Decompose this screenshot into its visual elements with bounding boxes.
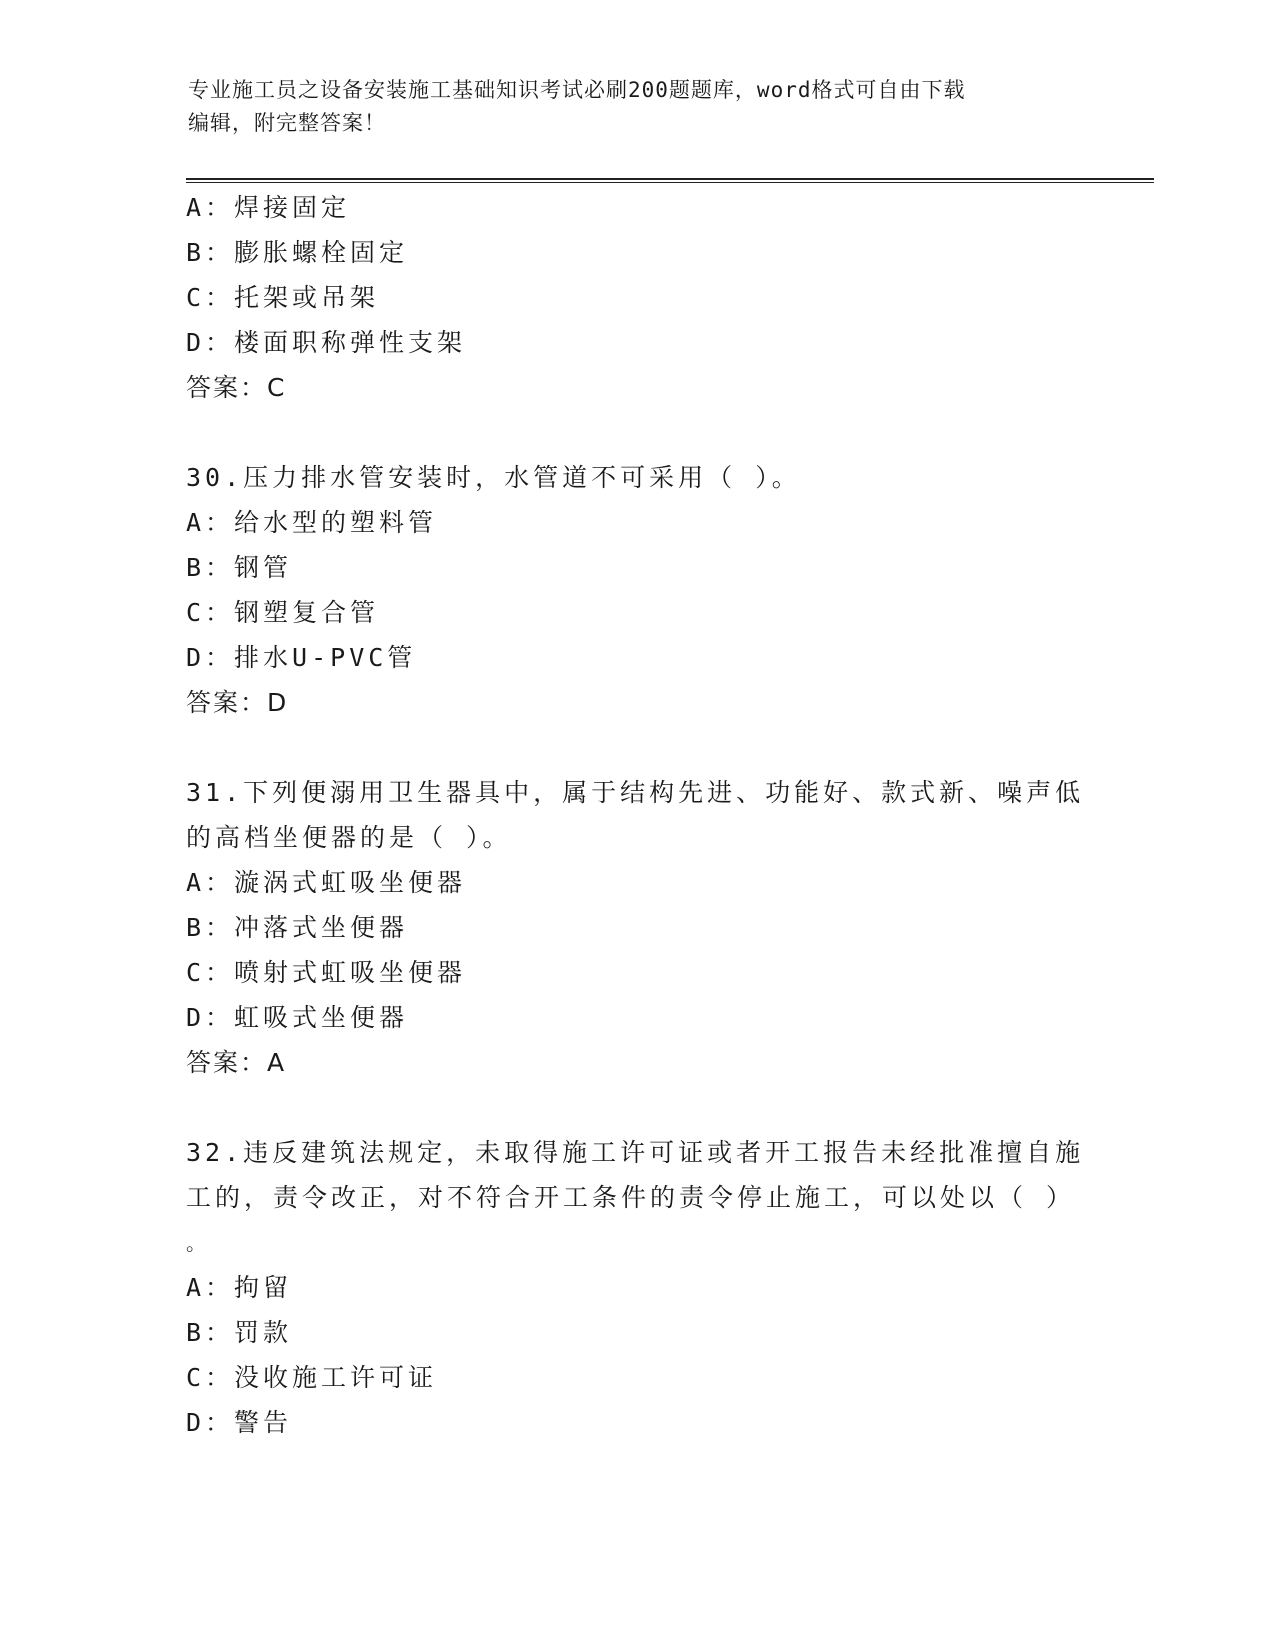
q31-option-a: A：漩涡式虹吸坐便器 bbox=[186, 868, 467, 897]
q31-answer: 答案：A bbox=[186, 1048, 287, 1077]
q32-stem-line-2: 工的，责令改正，对不符合开工条件的责令停止施工，可以处以（ ） bbox=[186, 1183, 1076, 1212]
q29-option-c: C：托架或吊架 bbox=[186, 283, 380, 312]
q32-option-a: A：拘留 bbox=[186, 1273, 293, 1302]
header-title-line-1: 专业施工员之设备安装施工基础知识考试必刷200题题库，word格式可自由下载 bbox=[188, 78, 966, 102]
q29-option-a: A：焊接固定 bbox=[186, 193, 351, 222]
header-title-line-2: 编辑，附完整答案！ bbox=[188, 111, 386, 135]
q32-option-c: C：没收施工许可证 bbox=[186, 1363, 438, 1392]
q30-option-a: A：给水型的塑料管 bbox=[186, 508, 438, 537]
q31-option-b: B：冲落式坐便器 bbox=[186, 913, 409, 942]
q30-option-d: D：排水U-PVC管 bbox=[186, 643, 417, 672]
q30-option-b: B：钢管 bbox=[186, 553, 293, 582]
q31-stem-line-2: 的高档坐便器的是（ ）。 bbox=[186, 823, 512, 852]
q31-option-d: D：虹吸式坐便器 bbox=[186, 1003, 409, 1032]
document-header bbox=[188, 74, 1088, 140]
q32-stem-line-3: 。 bbox=[186, 1231, 210, 1255]
q31-option-c: C：喷射式虹吸坐便器 bbox=[186, 958, 467, 987]
q30-stem: 30.压力排水管安装时，水管道不可采用（ ）。 bbox=[186, 463, 801, 492]
q30-option-c: C：钢塑复合管 bbox=[186, 598, 380, 627]
q29-option-b: B：膨胀螺栓固定 bbox=[186, 238, 409, 267]
q32-stem-line-1: 32.违反建筑法规定，未取得施工许可证或者开工报告未经批准擅自施 bbox=[186, 1138, 1085, 1167]
q30-answer: 答案：D bbox=[186, 688, 289, 717]
q29-answer: 答案：C bbox=[186, 373, 287, 402]
q32-option-b: B：罚款 bbox=[186, 1318, 293, 1347]
q32-option-d: D：警告 bbox=[186, 1408, 293, 1437]
q29-option-d: D：楼面职称弹性支架 bbox=[186, 328, 467, 357]
q31-stem-line-1: 31.下列便溺用卫生器具中，属于结构先进、功能好、款式新、噪声低 bbox=[186, 778, 1085, 807]
header-divider bbox=[186, 178, 1154, 183]
